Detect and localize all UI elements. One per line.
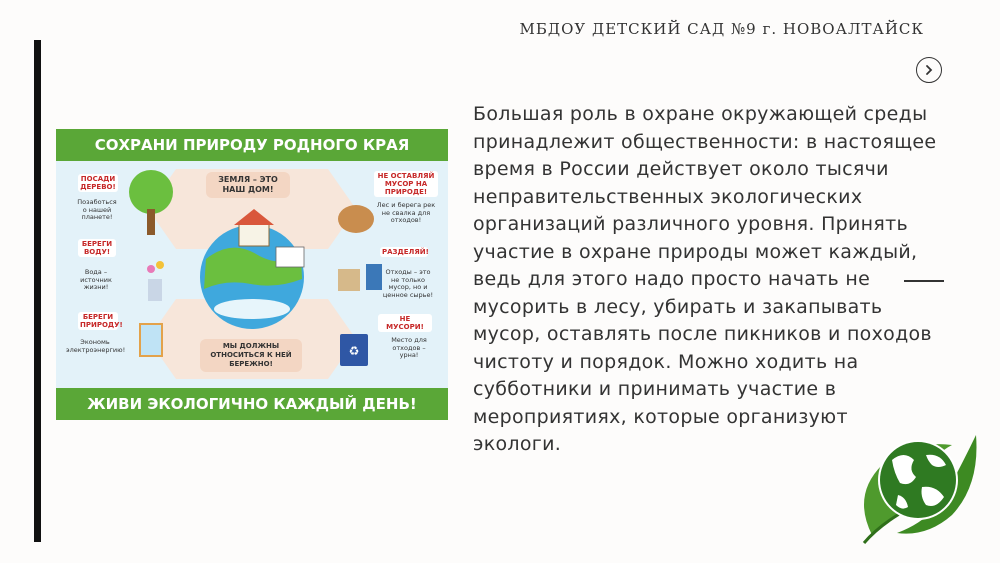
- poster-right-text-3: Место для отходов – урна!: [391, 336, 427, 359]
- poster-left-badge-1: ПОСАДИ ДЕРЕВО!: [78, 174, 118, 192]
- poster-left-text-1: Позаботься о нашей планете!: [77, 198, 117, 221]
- slide-header: МБДОУ ДЕТСКИЙ САД №9 г. НОВОАЛТАЙСК: [519, 20, 924, 38]
- poster-center-top: ЗЕМЛЯ – ЭТО НАШ ДОМ!: [206, 172, 290, 198]
- eco-poster-image: [56, 129, 448, 420]
- poster-right-badge-3: НЕ МУСОРИ!: [378, 314, 432, 332]
- poster-footer: ЖИВИ ЭКОЛОГИЧНО КАЖДЫЙ ДЕНЬ!: [56, 388, 448, 420]
- poster-left-badge-3: БЕРЕГИ ПРИРОДУ!: [80, 313, 123, 329]
- svg-text:♻: ♻: [348, 344, 360, 358]
- poster-right-badge-1: НЕ ОСТАВЛЯЙ МУСОР НА ПРИРОДЕ!: [374, 171, 438, 197]
- poster-left-text-3: Экономь электроэнергию!: [66, 338, 126, 354]
- chevron-right-icon: [923, 64, 935, 76]
- slide-body-text: Большая роль в охране окружающей среды принадлежит общественности: в настоящее время в России действует около тысячи неправительственных экологических организаций различного уровня. Принять участие в охране природы может каждый, ведь для этого надо просто начать не мусорить в лесу, убирать и закапывать мусор, оставлять после пикников и походов чистоту и порядок. Можно ходить на субботники и принимать участие в мероприятиях, которые организуют экологи.: [473, 103, 937, 455]
- left-accent-bar: [34, 40, 41, 542]
- poster-left-text-2: Вода – источник жизни!: [80, 268, 112, 291]
- poster-title: СОХРАНИ ПРИРОДУ РОДНОГО КРАЯ: [56, 129, 448, 161]
- poster-right-text-2: Отходы – это не только мусор, но и ценное сырье!: [382, 268, 434, 299]
- poster-center-bottom: МЫ ДОЛЖНЫ ОТНОСИТЬСЯ К НЕЙ БЕРЕЖНО!: [200, 339, 302, 372]
- poster-right-badge-2: РАЗДЕЛЯЙ!: [382, 248, 429, 256]
- next-slide-button[interactable]: [916, 57, 942, 83]
- poster-left-badge-2: БЕРЕГИ ВОДУ!: [78, 239, 116, 257]
- eco-globe-leaf-logo: [852, 425, 980, 545]
- poster-right-text-1: Лес и берега рек не свалка для отходов!: [376, 201, 436, 224]
